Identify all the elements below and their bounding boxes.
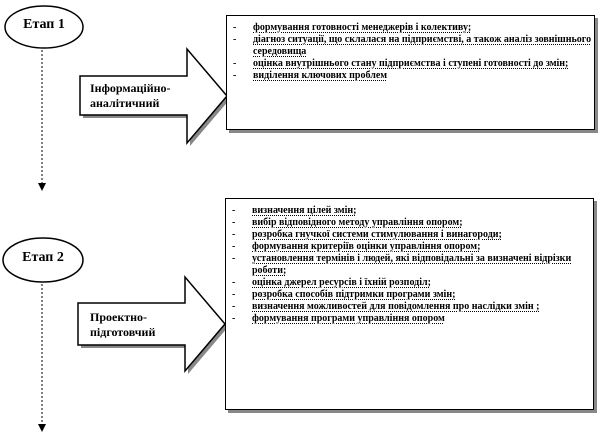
bullet-dash: - — [232, 217, 236, 228]
bullet-dash: - — [232, 205, 236, 216]
stage-1-arrow-label-line-1: Інформаційно- — [90, 81, 171, 95]
task-item — [227, 70, 594, 82]
stage-1-task-list — [227, 22, 594, 82]
task-item-text: формування критеріїв оцінки управління опором; — [252, 241, 481, 252]
task-item-text: оцінка джерел ресурсів і їхній розподіл; — [252, 277, 431, 288]
task-item — [226, 241, 593, 253]
task-item-text: виділення ключових проблем — [253, 70, 388, 81]
flow-arrowhead-1 — [38, 183, 46, 191]
stage-1-arrow-label-line-2: аналітичний — [90, 96, 160, 110]
bullet-dash: - — [232, 241, 236, 252]
stage-2-task-box — [225, 198, 594, 410]
task-item — [227, 34, 594, 58]
task-item-text: розробка гнучкої системи стимулювання і винагороди; — [252, 229, 502, 240]
stage-2-label: Етап 2 — [22, 250, 64, 265]
stage-1-label: Етап 1 — [23, 17, 65, 32]
task-item-text: оцінка внутрішнього стану підприємства і ступені готовності до змін; — [253, 58, 569, 69]
stage-1-arrow-label — [90, 81, 171, 111]
task-item — [226, 217, 593, 229]
task-item-text: діагноз ситуації, що склалася на підприємстві, а також аналіз зовнішнього середовища — [253, 34, 592, 57]
bullet-dash: - — [233, 22, 237, 33]
bullet-dash: - — [232, 313, 236, 324]
bullet-dash: - — [233, 58, 237, 69]
stage-2-arrow-label-line-1: Проектно- — [90, 310, 148, 324]
task-item-text: вибір відповідного методу управління опором; — [252, 217, 463, 228]
task-item — [226, 289, 593, 301]
task-item-text: формування готовності менеджерів і колективу; — [253, 22, 472, 33]
task-item — [226, 277, 593, 289]
bullet-dash: - — [233, 70, 237, 81]
bullet-dash: - — [232, 229, 236, 240]
task-item — [226, 313, 593, 325]
stage-2-task-list — [226, 205, 593, 325]
stage-1-task-box — [226, 15, 595, 130]
task-item — [226, 205, 593, 217]
task-item-text: визначення можливостей для повідомлення про наслідки змін ; — [252, 301, 540, 312]
bullet-dash: - — [232, 301, 236, 312]
task-item — [227, 58, 594, 70]
bullet-dash: - — [232, 277, 236, 288]
task-item — [226, 253, 593, 277]
task-item — [226, 301, 593, 313]
task-item-text: установлення термінів і людей, які відповідальні за визначені відрізки роботи; — [252, 253, 572, 276]
task-item — [227, 22, 594, 34]
stage-2-arrow-label-line-2: підготовчий — [90, 325, 156, 339]
bullet-dash: - — [232, 289, 236, 300]
task-item-text: формування програми управління опором — [252, 313, 445, 324]
flow-arrowhead-2 — [38, 424, 46, 432]
task-item — [226, 229, 593, 241]
bullet-dash: - — [233, 34, 237, 45]
bullet-dash: - — [232, 253, 236, 264]
stage-2-arrow-label — [90, 310, 155, 340]
task-item-text: визначення цілей змін; — [252, 205, 357, 216]
task-item-text: розробка способів підтримки програми змін; — [252, 289, 456, 300]
